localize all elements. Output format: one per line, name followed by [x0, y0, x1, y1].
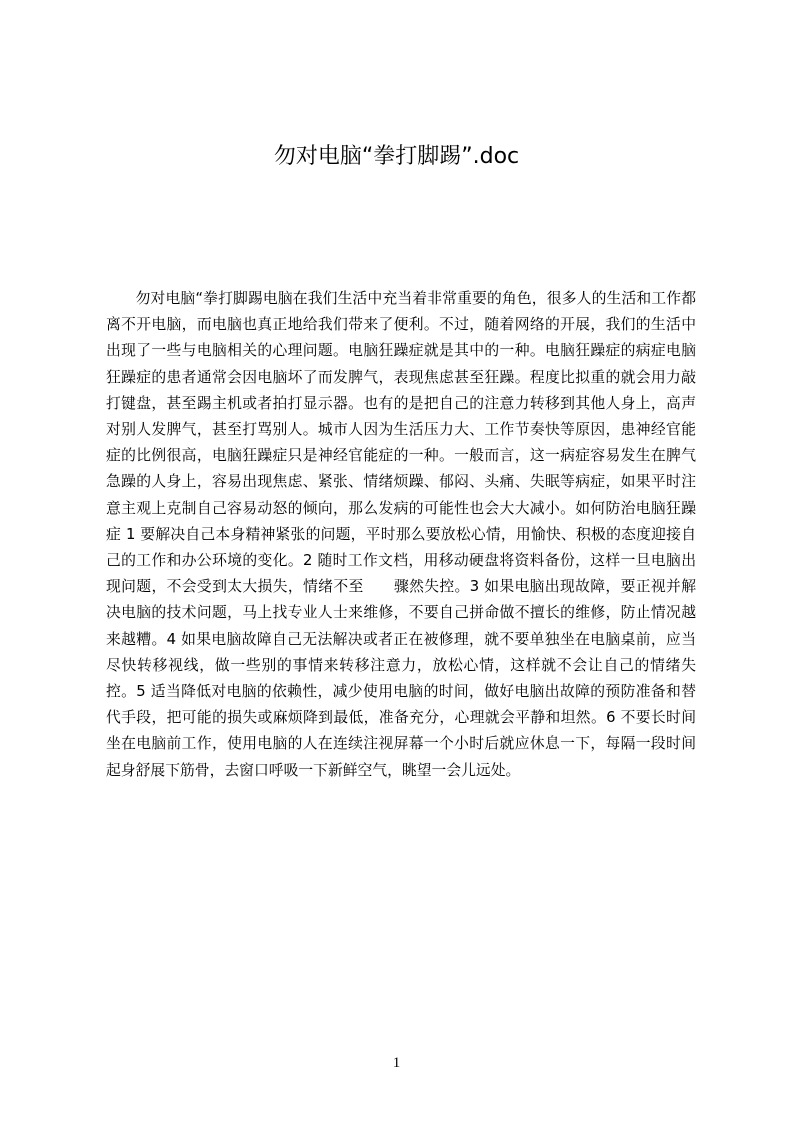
document-body: 勿对电脑“拳打脚踢电脑在我们生活中充当着非常重要的角色，很多人的生活和工作都离不开电脑，而电脑也真正地给我们带来了便利。不过，随着网络的开展，我们的生活中出现了一些与电脑相关的心理问题。电脑狂躁症就是其中的一种。电脑狂躁症的病症电脑狂躁症的患者通常会因电脑坏了而发脾气，表现焦虑甚至狂躁。程度比拟重的就会用力敲打键盘，甚至踢主机或者拍打显示器。也有的是把自己的注意力转移到其他人身上，高声对别人发脾气，甚至打骂别人。城市人因为生活压力大、工作节奏快等原因，患神经官能症的比例很高，电脑狂躁症只是神经官能症的一种。一般而言，这一病症容易发生在脾气急躁的人身上，容易出现焦虑、紧张、情绪烦躁、郁闷、头痛、失眠等病症，如果平时注意主观上克制自己容易动怒的倾向，那么发病的可能性也会大大减小。如何防治电脑狂躁症 1 要解决自己本身精神紧张的问题，平时那么要放松心情，用愉快、积极的态度迎接自己的工作和办公环境的变化。2 随时工作文档，用移动硬盘将资料备份，这样一旦电脑出现问题，不会受到太大损失，情绪不至 骤然失控。3 如果电脑出现故障，要正视并解决电脑的技术问题，马上找专业人士来维修，不要自己拼命做不擅长的维修，防止情况越来越糟。4 如果电脑故障自己无法解决或者正在被修理，就不要单独坐在电脑桌前，应当尽快转移视线，做一些别的事情来转移注意力，放松心情，这样就不会让自己的情绪失控。5 适当降低对电脑的依赖性，减少使用电脑的时间，做好电脑出故障的预防准备和替代手段，把可能的损失或麻烦降到最低，准备充分，心理就会平静和坦然。6 不要长时间坐在电脑前工作，使用电脑的人在连续注视屏幕一个小时后就应休息一下，每隔一段时间起身舒展下筋骨，去窗口呼吸一下新鲜空气，眺望一会儿远处。 — [106, 290, 696, 779]
page-number: 1 — [392, 1055, 401, 1071]
document-title: 勿对电脑“拳打脚踢”.doc — [273, 144, 520, 169]
